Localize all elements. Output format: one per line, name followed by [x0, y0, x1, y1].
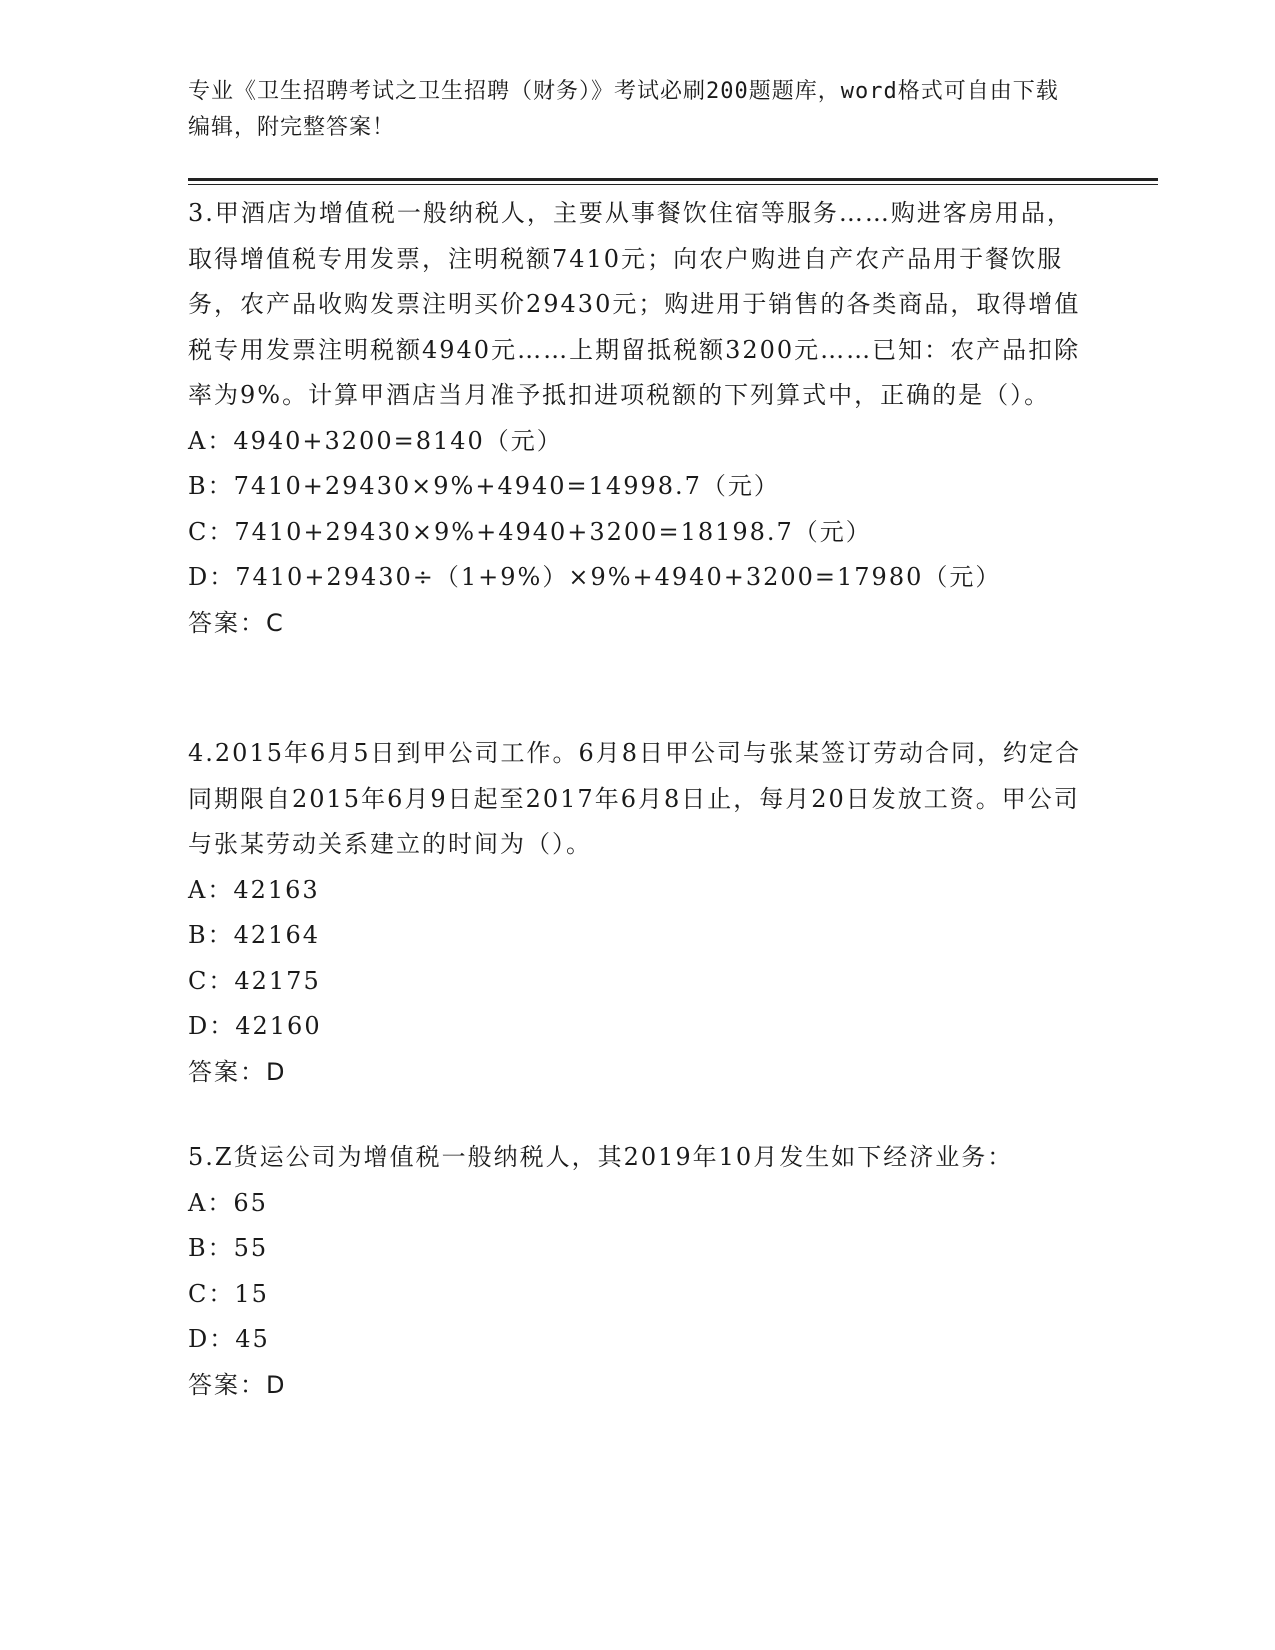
document-header: 专业《卫生招聘考试之卫生招聘（财务）》考试必刷200题题库，word格式可自由下载编辑，附完整答案！	[188, 79, 1059, 140]
option-a: A：65	[188, 1188, 268, 1217]
header-divider-thick	[188, 178, 1158, 181]
option-d: D：45	[188, 1325, 270, 1353]
option-c: C：7410+29430×9%+4940+3200=18198.7（元）	[188, 517, 872, 546]
option-d: D：7410+29430÷（1+9%）×9%+4940+3200=17980（元）	[188, 563, 1002, 591]
option-d: D：42160	[188, 1012, 322, 1040]
question-stem: 5.Z货运公司为增值税一般纳税人，其2019年10月发生如下经济业务：	[188, 1143, 1014, 1171]
header-divider-thin	[188, 184, 1158, 185]
option-b: B：42164	[188, 921, 320, 949]
option-c: C：42175	[188, 966, 321, 995]
question-3	[188, 191, 1088, 646]
option-b: B：7410+29430×9%+4940=14998.7（元）	[188, 472, 780, 500]
answer-line: 答案：D	[188, 1370, 287, 1399]
option-a: A：4940+3200=8140（元）	[188, 426, 563, 455]
question-5	[188, 1135, 1088, 1408]
question-stem: 3.甲酒店为增值税一般纳税人，主要从事餐饮住宿等服务……购进客房用品，取得增值税专用发票，注明税额7410元；向农户购进自产农产品用于餐饮服务，农产品收购发票注明买价29430元；购进用于销售的各类商品，取得增值税专用发票注明税额4940元……上期留抵税额3200元……已知：农产品扣除率为9%。计算甲酒店当月准予抵扣进项税额的下列算式中，正确的是（）。	[188, 199, 1081, 409]
option-a: A：42163	[188, 875, 320, 904]
question-stem: 4.2015年6月5日到甲公司工作。6月8日甲公司与张某签订劳动合同，约定合同期限自2015年6月9日起至2017年6月8日止，每月20日发放工资。甲公司与张某劳动关系建立的时间为（）。	[188, 739, 1082, 858]
option-c: C：15	[188, 1279, 269, 1308]
answer-line: 答案：D	[188, 1057, 287, 1086]
answer-line: 答案：C	[188, 608, 285, 637]
option-b: B：55	[188, 1234, 269, 1262]
question-4	[188, 731, 1088, 1095]
